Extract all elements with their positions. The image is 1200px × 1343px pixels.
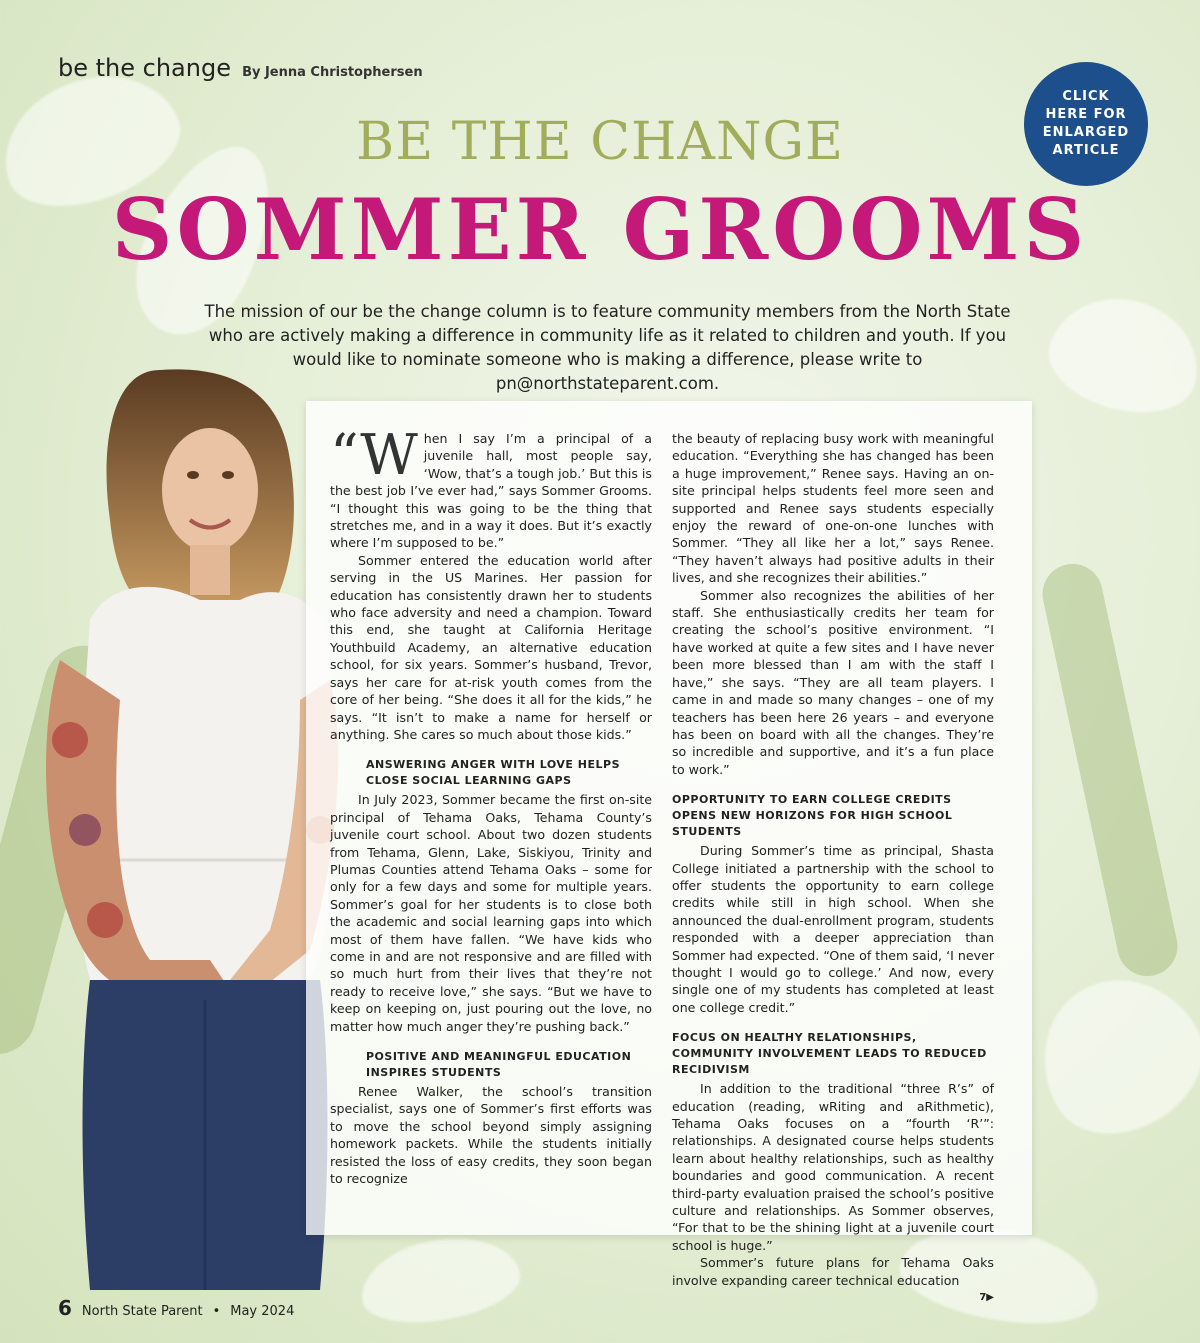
issue-date: May 2024 xyxy=(230,1304,295,1319)
article-paragraph: Sommer entered the education world after serving in the US Marines. Her passion for education has consistently drawn her to students who face adversity and need a champion. Toward this end, she taught at California Heritage Youthbuild Academy, an alternative education school, for six years. Sommer’s husband, Trevor, says her care for at-risk youth comes from the core of her being. “She does it all for the kids,” he says. “It isn’t to make a name for herself or anything. She cares so much about those kids.” xyxy=(330,552,652,742)
article-column-2 xyxy=(672,430,994,1306)
article-paragraph: In July 2023, Sommer became the first on-site principal of Tehama Oaks, Tehama County’s juvenile court school. About two dozen students from Tehama, Glenn, Lake, Siskiyou, Trinity and Plumas Counties attend Tehama Oaks – some for only for a few days and some for multiple years. Sommer’s goal for her students is to close both the academic and social learning gaps into which most of them have fallen. “We have kids who come in and are not responsive and are filled with so much hurt from their lives that they’re not ready to receive love,” she says. “But we have to keep on keeping on, just pouring out the love, no matter how much anger they’re pushing back.” xyxy=(330,792,652,1034)
drop-cap: “W xyxy=(330,423,418,488)
byline: By Jenna Christophersen xyxy=(242,65,423,80)
article-paragraph: In addition to the traditional “three R’s” of education (reading, wRiting and aRithmetic), Tehama Oaks focuses on a “fourth ‘R’”: relationships. A designated course helps students learn about healthy relationships, such as healthy boundaries and good communication. A recent third-party evaluation praised the school’s positive culture and relationships. As Sommer observes, “For that to be the shining light at a juvenile court school is huge.” xyxy=(672,1081,994,1253)
page-number: 6 xyxy=(58,1296,72,1320)
section-header xyxy=(58,54,423,82)
continued-marker[interactable]: 7▶ xyxy=(979,1292,994,1304)
page-footer xyxy=(58,1296,294,1320)
article-column-1 xyxy=(330,423,652,1187)
enlarge-article-label: CLICK HERE FOR ENLARGED ARTICLE xyxy=(1042,89,1130,158)
page-title: SOMMER GROOMS xyxy=(111,180,1089,279)
article-paragraph: Renee Walker, the school’s transition specialist, says one of Sommer’s first efforts was to move the school beyond simply assigning homework packets. While the students initially resisted the loss of easy credits, they soon began to recognize xyxy=(330,1084,652,1187)
section-name: be the change xyxy=(58,54,231,82)
article-subhead: FOCUS ON HEALTHY RELATIONSHIPS, COMMUNITY INVOLVEMENT LEADS TO REDUCED RECIDIVISM xyxy=(672,1031,987,1077)
article-subhead: ANSWERING ANGER WITH LOVE HELPS CLOSE SOCIAL LEARNING GAPS xyxy=(366,758,620,788)
publication-name: North State Parent xyxy=(81,1304,203,1319)
footer-separator: • xyxy=(212,1304,221,1319)
article-paragraph: Sommer’s future plans for Tehama Oaks involve expanding career technical education 7▶ xyxy=(672,1254,994,1289)
intro-text: The mission of our be the change column is to feature community members from the North State who are actively making a difference in community life as it related to children and youth. If you would like to nominate someone who is making a difference, please write to pn@northstateparent.com. xyxy=(204,302,1011,393)
article-subhead: POSITIVE AND MEANINGFUL EDUCATION INSPIRES STUDENTS xyxy=(366,1050,632,1079)
article-paragraph: the beauty of replacing busy work with meaningful education. “Everything she has changed has been a huge improvement,” Renee says. Having an on-site principal helps students feel more seen and supported and Renee says students especially enjoy the reward of one-on-one lunches with Sommer. “They all like her a lot,” says Renee. “They haven’t always had positive adults in their lives, and she recognizes their abilities.” xyxy=(672,431,994,586)
article-paragraph: “When I say I’m a principal of a juvenile hall, most people say, ‘Wow, that’s a tough job.’ But this is the best job I’ve ever had,” says Sommer Grooms. “I thought this was going to be the thing that stretches me, and in a way it does. But it’s exactly where I’m supposed to be.” xyxy=(330,423,652,551)
portrait-photo xyxy=(30,360,350,1290)
article-subhead: OPPORTUNITY TO EARN COLLEGE CREDITS OPENS NEW HORIZONS FOR HIGH SCHOOL STUDENTS xyxy=(672,793,953,839)
article-paragraph: Sommer also recognizes the abilities of her staff. She enthusiastically credits her team for creating the school’s positive environment. “I have worked at quite a few sites and I have never been more blessed than I am with the staff I have,” she says. “They are all team players. I came in and made so many changes – one of my teachers has been here 26 years – and everyone has been on board with all the changes. They’re so incredible and supportive, and it’s a fun place to work.” xyxy=(672,587,994,777)
column-kicker: BE THE CHANGE xyxy=(356,112,844,172)
article-paragraph: During Sommer’s time as principal, Shasta College initiated a partnership with the school to offer students the opportunity to earn college credits while still in high school. When she announced the dual-enrollment program, students responded with a deeper appreciation than Sommer had expected. “One of them said, ‘I never thought I would go to college.’ And now, every single one of my students has completed at least one college credit.” xyxy=(672,843,994,1015)
